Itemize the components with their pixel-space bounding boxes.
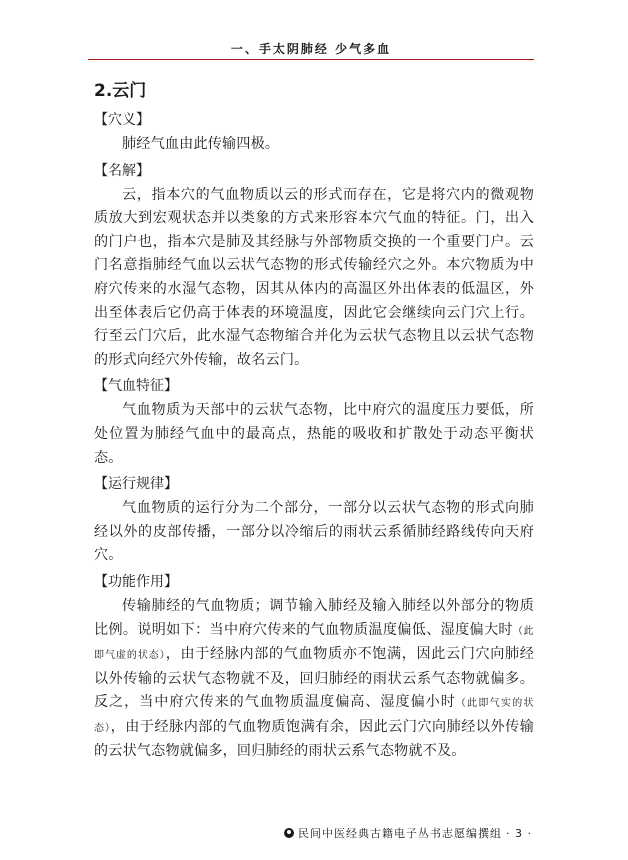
function-text-a: 传输肺经的气血物质；调节输入肺经及输入肺经以外部分的物质比例。说明如下：当中府穴传来的气血物质温度偏低、湿度偏大时	[94, 597, 534, 638]
function-text-b: ，由于经脉内部的气血物质亦不饱满，因此云门穴向肺经以外传输的云状气态物就不及，回归肺经的雨状云系气态物就偏多。反之，当中府穴传来的气血物质温度偏高、湿度偏小时	[94, 646, 535, 711]
header-rule	[88, 59, 534, 60]
paragraph-qi: 气血物质为天部中的云状气态物，比中府穴的温度压力要低，所处位置为肺经气血中的最高点，热能的吸收和扩散处于动态平衡状态。	[94, 402, 534, 466]
heading-meaning: 【穴义】	[94, 112, 150, 128]
section-title: 2.云门	[94, 81, 147, 101]
paragraph-function	[94, 595, 534, 764]
page-footer	[284, 825, 532, 841]
running-header: 一、手太阴肺经 少气多血	[230, 42, 392, 56]
paragraph-flow: 气血物质的运行分为二个部分，一部分以云状气态物的形式向肺经以外的皮部传播，一部分以冷缩后的雨状云系循肺经路线传向天府穴。	[94, 500, 534, 564]
paragraph-meaning: 肺经气血由此传输四极。	[122, 136, 280, 152]
body-column	[94, 106, 534, 766]
paragraph-name: 云，指本穴的气血物质以云的形式而存在，它是将穴内的微观物质放大到宏观状态并以类象的方式来形容本穴气血的特征。门，出入的门户也，指本穴是肺及其经脉与外部物质交换的一个重要门户。云门名意指肺经气血以云状气态物的形式传输经穴之外。本穴物质为中府穴传来的水湿气态物，因其从体内的高温区外出体表的低温区，外出至体表后它仍高于体表的环境温度，因此它会继续向云门穴上行。行至云门穴后，此水湿气态物缩合并化为云状气态物且以云状气态物的形式向经穴外传输，故名云门。	[94, 186, 534, 368]
heading-function: 【功能作用】	[94, 573, 178, 590]
function-text-c: ，由于经脉内部的气血物质饱满有余，因此云门穴向肺经以外传输的云状气态物就偏多，回归肺经的雨状云系气态物就不及。	[94, 718, 535, 760]
heading-qi: 【气血特征】	[94, 378, 178, 395]
publisher-logo-icon	[284, 828, 294, 838]
function-note-b: （此即气实的状态）	[94, 698, 534, 734]
page-number: · 3 ·	[506, 826, 532, 840]
heading-flow: 【运行规律】	[94, 476, 178, 493]
function-note-a: （此即气虚的状态）	[94, 625, 535, 662]
heading-name: 【名解】	[94, 162, 150, 179]
footer-publisher: 民间中医经典古籍电子丛书志愿编撰组	[298, 827, 502, 840]
